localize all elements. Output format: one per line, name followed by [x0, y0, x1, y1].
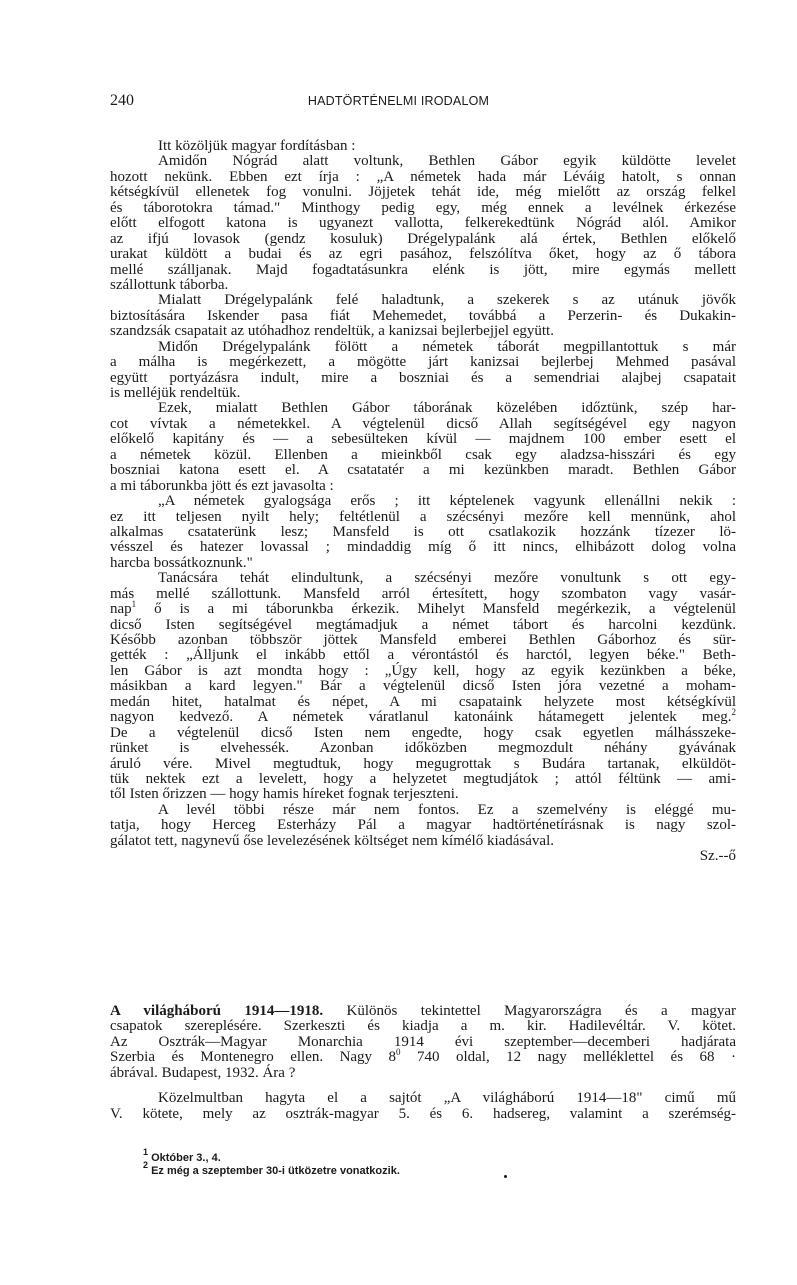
text-line: Amidőn Nógrád alatt voltunk, Bethlen Gábor egyik küldötte levelet: [158, 153, 736, 170]
text-line: Ezek, mialatt Bethlen Gábor táborának közelében időztünk, szép har-: [158, 400, 736, 417]
text-line: Később azonban többször jöttek Mansfeld emberei Bethlen Gáborhoz és sür-: [110, 632, 736, 648]
print-speck: [504, 1175, 507, 1178]
text-line: urakat küldött a budai és az egri pasához, felszólítva őket, hogy az ő tábora: [110, 246, 736, 263]
text-line: vésszel és hatezer lovassal ; mindaddig míg ő itt nincs, elhibázott dolog volna: [110, 539, 736, 556]
text-line: harcba bossátkoznunk.": [110, 554, 253, 571]
text-fragment: 740 oldal, 12 nagy melléklettel és 68 ·: [400, 1049, 736, 1066]
text-line: csapatok szereplésére. Szerkeszti és kiadja a m. kir. Hadilevéltár. V. kötet.: [110, 1018, 736, 1035]
text-line: rünket is elvehessék. Azonban időközben megmozdult néhány gyávának: [110, 740, 736, 757]
text-line: ez itt teljesen nyilt hely; feltétlenül a szécsényi mezőre kell mennünk, ahol: [110, 508, 736, 525]
text-line: Itt közöljük magyar fordításban :: [158, 138, 356, 154]
text-line: a mi táborunkba jött és ezt javasolta :: [110, 477, 334, 494]
page-number: 240: [110, 92, 134, 109]
text-line: V. kötete, mely az osztrák-magyar 5. és 6. hadsereg, valamint a szerémség-: [110, 1105, 736, 1122]
text-line: A levél többi része már nem fontos. Ez a szemelvény is eléggé mu-: [158, 801, 736, 818]
text-fragment: Különös tekintettel Magyarországra és a magyar: [323, 1003, 736, 1019]
review-title: A világháború 1914—1918.: [110, 1003, 324, 1019]
text-line: ábrával. Budapest, 1932. Ára ?: [110, 1064, 296, 1081]
running-title: HADTÖRTÉNELMI IRODALOM: [307, 94, 490, 108]
text-line: medán hitet, hatalmat és népet, A mi csapataink helyzete most kétségkívül: [110, 693, 736, 710]
text-line: től Isten őrizzen — hogy hamis híreket fognak terjeszteni.: [110, 786, 459, 803]
text-line: más mellé szállottunk. Mansfeld arról értesített, hogy szombaton vagy vasár-: [110, 585, 736, 602]
text-line: szállottunk táborba.: [110, 276, 229, 293]
text-line: Midőn Drégelypalánk fölött a németek táborát megpillantottuk s már: [158, 338, 736, 355]
text-line: De a végtelenül dicső Isten nem engedte, hogy csak egyetlen málhásszeke-: [110, 724, 736, 741]
review-heading-line: [110, 1004, 736, 1019]
text-line: hozott nekünk. Ebben ezt írja : „A németek hada már Léváig hatolt, s onnan: [110, 168, 736, 185]
footnote-text: Október 3., 4.: [151, 1152, 221, 1164]
text-line: és táborotokra támad." Minthogy pedig egy, még ennek a levélnek érkezése: [110, 199, 736, 216]
text-line: áruló vére. Mivel megtudtuk, hogy megugrottak s Budára tartanak, elküldöt-: [110, 755, 736, 772]
footnote: [143, 1160, 400, 1178]
footnote-ref[interactable]: 1: [131, 599, 137, 610]
text-line: tatja, hogy Herceg Esterházy Pál a magyar hadtörténetírásnak is nagy szol-: [110, 817, 736, 834]
text-line: az ifjú lovasok (gendz kosuluk) Drégelypalánk alá értek, Bethlen előkelő: [110, 230, 736, 247]
text-line: Közelmultban hagyta el a sajtót „A világháború 1914—18" cimű mű: [158, 1090, 736, 1107]
text-line: kétségkívül ellenetek fog vonulni. Jöjjetek tehát ide, még mielőtt az ország felkel: [110, 184, 736, 201]
letter-translation: [110, 139, 736, 865]
text-line: [110, 1047, 736, 1066]
text-line: cot vívtak a németekkel. A végtelenül dicső Allah segítségével egy nagyon: [110, 415, 736, 432]
text-line: Tanácsára tehát elindultunk, a szécsényi mezőre vonultunk s ott egy-: [158, 570, 736, 587]
superscript: 0: [396, 1047, 401, 1058]
text-line: [110, 599, 736, 618]
text-line: előtt elfogott katona is ugyanezt vallotta, felkerekedtünk Nógrád alól. Amikor: [110, 215, 736, 232]
text-line: Az Osztrák—Magyar Monarchia 1914 évi szeptember—decemberi hadjárata: [110, 1033, 736, 1050]
text-line: [110, 707, 736, 726]
footnote-marker: 1: [143, 1147, 149, 1157]
text-fragment: nagyon kedvező. A németek váratlanul katonáink hátamegett jelentek meg.: [110, 709, 732, 726]
text-line: Mialatt Drégelypalánk felé haladtunk, a szekerek s az utánuk jövők: [158, 292, 736, 309]
text-line: boszniai katona esett el. A csatatatér a mi kezünkben maradt. Bethlen Gábor: [110, 462, 736, 479]
text-line: tük nektek ezt a levelett, hogy a helyzetet megtudjátok ; attól féltünk — ami-: [110, 770, 736, 787]
footnote: [143, 1147, 221, 1165]
book-review: [110, 1004, 736, 1122]
text-line: szandzsák csapatait az utóhadhoz rendeltük, a kanizsai bejlerbejjel együtt.: [110, 323, 554, 340]
text-line: alkalmas csataterünk lesz; Mansfeld is ott csatlakozik hozzánk tízezer lö-: [110, 523, 736, 540]
text-line: biztosítására Iskender pasa fiát Mehemedet, továbbá a Perzerin- és Dukakin-: [110, 307, 736, 324]
text-line: a málha is megérkezett, a mögötte járt kanizsai bejlerbej Mehmed pasával: [110, 354, 736, 371]
text-line: előkelő kapitány és — a sebesülteken kívül — majdnem 100 ember esett el: [110, 431, 736, 448]
text-line: együtt portyázásra indult, mire a boszniai és a semendriai alajbej csapatait: [110, 369, 736, 386]
author-signature: Sz.--ő: [699, 848, 736, 865]
footnote-marker: 2: [143, 1160, 149, 1170]
text-line: len Gábor is azt mondta hogy : „Úgy kell, hogy az egyik kezünkben a béke,: [110, 662, 736, 679]
text-line: másikban a kard legyen." Bár a végtelenül dicső Isten jóra vezetné a moham-: [110, 678, 736, 695]
footnote-ref[interactable]: 2: [731, 707, 736, 718]
text-line: gálatot tett, nagynevű őse levelezésének költséget nem kímélő kiadásával.: [110, 832, 555, 849]
text-fragment: Szerbia és Montenegro ellen. Nagy 8: [110, 1049, 397, 1066]
text-line: mellé szálljanak. Majd fogadtatásunkra elénk is jött, mire egymás mellett: [110, 261, 736, 278]
text-line: is melléjük rendeltük.: [110, 385, 241, 401]
text-line: „A németek gyalogsága erős ; itt képtelenek vagyunk ellenállni nekik :: [158, 493, 736, 510]
footnote-text: Ez még a szeptember 30-i ütközetre vonatkozik.: [151, 1165, 400, 1177]
text-line: a németek közül. Ellenben a mieinkből csak egy aladzsa-hisszári és egy: [110, 446, 736, 463]
text-fragment: ő is a mi táborunkba érkezik. Mihelyt Mansfeld megérkezik, a végtelenül: [136, 601, 736, 618]
text-fragment: nap: [110, 601, 132, 618]
text-line: dicső Isten segítségével megtámadjuk a német tábort és harcolni kezdünk.: [110, 616, 736, 633]
text-line: gették : „Álljunk el inkább ettől a vérontástól és harctól, legyen béke." Beth-: [110, 647, 736, 664]
